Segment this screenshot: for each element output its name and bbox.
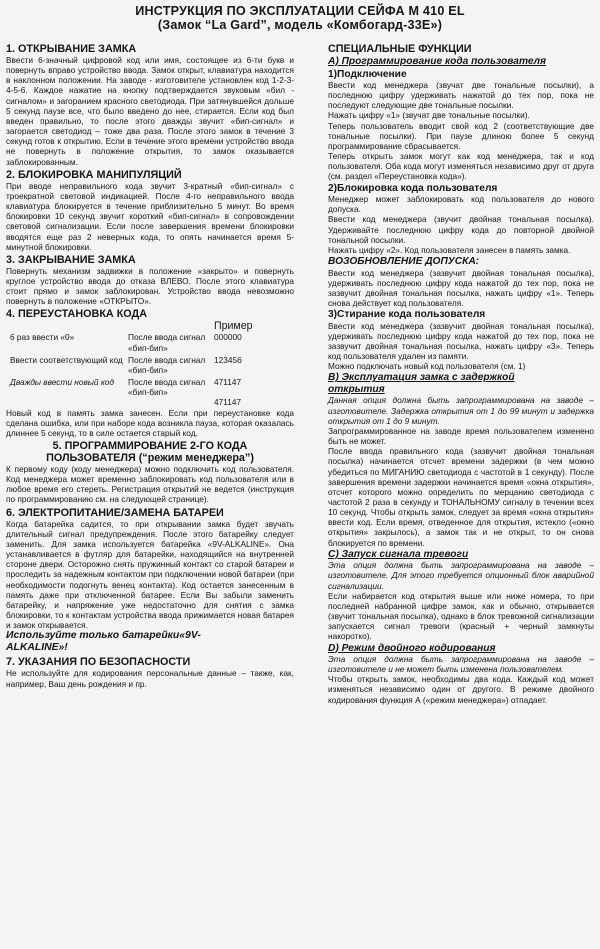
section-b-text: Запрограммированное на заводе время пользователем изменено быть не может. После ввода правильного кода (зазвучит двойная тональная посылка) начинается отсчет времени задержки (в чем можно убедиться по МИГАНИЮ светодиода с частотой в 1 секунду). После завершения времени задержки начинается время «окна открытия», отсчет которого можно определить по мерцанию светодиода с частотой 2 раза в секунду и ТОНАЛЬНОМУ сигналу в течении всех 10 секунд. Чтобы открыть замок, следует за время «окна открытия» ввести код. Если время, отведенное для открытия, истекло («окно открытия» закрылось), а замок так и не открыт, то он снова блокируется по времени.	[328, 425, 594, 548]
step-action: Ввести соответствующий код	[10, 354, 123, 365]
subsection-a2-heading: 2)Блокировка кода пользователя	[328, 182, 498, 194]
access-renewal-text: Ввести код менеджера (зазвучит двойная тональная посылка), удерживать последнюю цифру кода нажатой до тех пор, пока не зазвучит двойная тональная посылка, нажать цифру «1». Теперь снова действует код пользователя.	[328, 267, 594, 308]
columns	[6, 41, 594, 705]
section-b-heading-line1: В) Эксплуатация замка с задержкой	[328, 372, 515, 384]
section-a-heading: А) Программирование кода пользователя	[328, 56, 547, 67]
section-4-heading: 4. ПЕРЕУСТАНОВКА КОДА	[6, 308, 148, 321]
section-d-note: Эта опция должна быть запрограммирована на заводе – изготовителе и не может быть изменена пользователем.	[328, 654, 594, 675]
section-3-text: Повернуть механизм задвижки в положение «закрыто» и повернуть круглое устройство ввода до отказа ВЛЕВО. После этого клавиатура стоит прямо и замок заблокирован. Устройство ввода невозможно повернуть в положение «ОТКРЫТО».	[6, 265, 294, 307]
section-2-text: При вводе неправильного кода звучит 3-кратный «бип-сигнал» с троекратной световой индикацией. После 4-го неправильного ввода клавиатура блокируется в течение приблизительно 5 минут. Во время блокировки 10 секунд звучит короткий «бип-сигнал» в сопровождении световой сигнализации. Если после завершения времени блокировки вводятся еще раз 2 неверных кода, то опять начинается время 5-минутной блокировки.	[6, 180, 294, 252]
section-3-heading: 3. ЗАКРЫВАНИЕ ЗАМКА	[6, 253, 136, 266]
section-b-heading-line2: открытия	[328, 383, 385, 395]
step-example: 471147	[214, 377, 242, 388]
section-d-heading: D) Режим двойного кодирования	[328, 642, 496, 654]
step-example-repeat: 471147	[214, 397, 242, 408]
step-signal: После ввода сигнал «бип-бип»	[128, 332, 206, 353]
section-1-heading: 1. ОТКРЫВАНИЕ ЗАМКА	[6, 43, 137, 55]
table-row	[6, 377, 294, 397]
section-2-heading: 2. БЛОКИРОВКА МАНИПУЛЯЦИЙ	[6, 168, 182, 181]
section-d-text: Чтобы открыть замок, необходимы два кода. Каждый код может изменяться независимо один от другого. В режиме двойного кодирования функция А («режим менеджера») отпадает.	[328, 674, 594, 705]
document-subtitle: (Замок “La Gard”, модель «Комбогард-33Е»)	[157, 18, 443, 32]
section-6-text: Когда батарейка садится, то при открывании замка будет звучать длительный сигнал предупреждения. После этого батарейку следует заменить. Для замка используется батарейка «9V-ALKALINE». Она устанавливается в футляр для батарейки, находящийся на внутренней стороне двери. Осторожно снять пружинный контакт со старой батареи и проследить за надежным контактом при подключении новой батареи (при необходимости подогнуть венец контакта). Код остается занесенным в память даже при отключенной батарее. Если Вы забыли заменить батарейку, и напряжение уже недостаточно для снятия с замка блокировки, то к контактам устройства ввода прижимается новая батарея и замок открывается.	[6, 518, 294, 631]
section-5-text: К первому коду (коду менеджера) можно подключить код пользователя. Код менеджера может временно заблокировать код пользователя или в любое время его стереть. Регистрация открытий не ведется (инструкция по программированию см. на следующей странице).	[6, 464, 294, 505]
step-example: 123456	[214, 354, 242, 365]
table-row	[6, 332, 294, 352]
special-functions-heading: СПЕЦИАЛЬНЫЕ ФУНКЦИИ	[328, 43, 472, 55]
step-action: Дважды ввести новый код	[10, 377, 114, 388]
section-6-heading: 6. ЭЛЕКТРОПИТАНИЕ/ЗАМЕНА БАТАРЕИ	[6, 506, 224, 519]
access-renewal-heading: ВОЗОБНОВЛЕНИЕ ДОПУСКА:	[328, 256, 480, 267]
left-column	[6, 41, 294, 705]
section-c-heading: С) Запуск сигнала тревоги	[328, 548, 469, 560]
example-column-heading: Пример	[214, 320, 253, 333]
section-5-heading-line1: 5. ПРОГРАММИРОВАНИЕ 2-ГО КОДА	[52, 440, 248, 452]
section-c-text: Если набирается код открытия выше или ниже номера, то при последней набранной цифре замок, как и обычно, открывается (звучит тональная посылка), однако в блок тревожной сигнализации запускается сигнал тревоги (красный + черный замкнуты накоротко).	[328, 590, 594, 642]
section-7-text: Не используйте для кодирования персональные данные – также, как, например, Ваш день рождения и пр.	[6, 668, 294, 689]
right-column	[328, 41, 594, 705]
step-action: 6 раз ввести «0»	[10, 332, 75, 343]
subsection-a2-text: Менеджер может заблокировать код пользователя до нового допуска. Ввести код менеджера (звучит двойная тональная посылка). Удерживайте последнюю цифру кода до повторной двойной тональной посылки. Нажать цифру «2». Код пользователя занесен в память замка.	[328, 194, 594, 255]
document-title: ИНСТРУКЦИЯ ПО ЭКСПЛУАТАЦИИ СЕЙФА М 410 EL	[135, 4, 465, 18]
battery-warning-line2: ALKALINE»!	[6, 642, 68, 654]
subsection-a1-text: Ввести код менеджера (звучат две тональные посылки), а последнюю цифру удерживать нажатой до тех пор, пока не последуют следующие две тональные посылки. Нажать цифру «1» (звучат две тональные посылки). Теперь пользователь вводит свой код 2 (соответствующие две тональные посылки). При паузе длиною более 5 секунд программирование сбрасывается. Теперь открыть замок могут как код менеджера, так и код пользователя. Оба кода могут изменяться независимо друг от друга (см. раздел «Переустановка кода»).	[328, 80, 594, 182]
step-signal: После ввода сигнал «бип-бип»	[128, 354, 206, 375]
section-1-text: Ввести 6-значный цифровой код или имя, состоящее из 6-ти букв и повернуть вправо устройство ввода. Замок открыт, клавиатура находится в наклонном положении. На заводе - изготовителе установлен код 1-2-3-4-5-6. Каждое нажатие на кнопку подтверждается звуковым «бил - сигналом» и загоранием красного светодиода. При затянувшейся дольше 5 секунд паузе все, что было введено до нее, стирается. Если код был введен правильно, то после этого дважды звучит «бип-сигнал» и загорается светодиод – тоже два раза. После этого замок в течение 3 секунд готов к открытию. Если в течение этого времени устройство ввода не повернуть в положение открытия, то замок оказывается заблокированным.	[6, 55, 294, 167]
step-example: 000000	[214, 332, 242, 343]
step-signal: После ввода сигнал «бип-бип»	[128, 377, 206, 398]
battery-warning-line1: Используйте только батарейки«9V-	[6, 630, 201, 642]
section-7-heading: 7. УКАЗАНИЯ ПО БЕЗОПАСНОСТИ	[6, 656, 191, 669]
subsection-a3-text: Ввести код менеджера (зазвучит двойная тональная посылка), удерживать последнюю цифру кода нажатой до тех пор, пока не зазвучит двойная тональная посылка, нажать цифру «3». Теперь код пользователя удален из памяти. Можно подключать новый код пользователя (см. 1)	[328, 320, 594, 372]
table-header-row	[6, 320, 294, 332]
table-row	[6, 355, 294, 375]
subsection-a1-heading: 1)Подключение	[328, 68, 407, 80]
section-4-text: Новый код в память замка занесен. Если при переустановке кода сделана ошибка, или при наборе кода возникла пауза, которая оказалась длиннее 5 секунд, то в силе остается старый код.	[6, 407, 294, 438]
section-b-note: Данная опция должна быть запрограммирована на заводе – изготовителе. Задержка открытия от 1 до 99 минут и задержка открытия от 1 до 9 минут.	[328, 395, 594, 426]
code-reset-table	[6, 320, 294, 407]
section-5-heading-line2: ПОЛЬЗОВАТЕЛЯ (“режим менеджера”)	[46, 452, 254, 464]
section-c-note: Эта опция должна быть запрограммирована на заводе – изготовителе. Для этого требуется опционный блок аварийной сигнализации.	[328, 560, 594, 591]
table-row	[6, 397, 294, 407]
subsection-a3-heading: 3)Стирание кода пользователя	[328, 309, 486, 321]
